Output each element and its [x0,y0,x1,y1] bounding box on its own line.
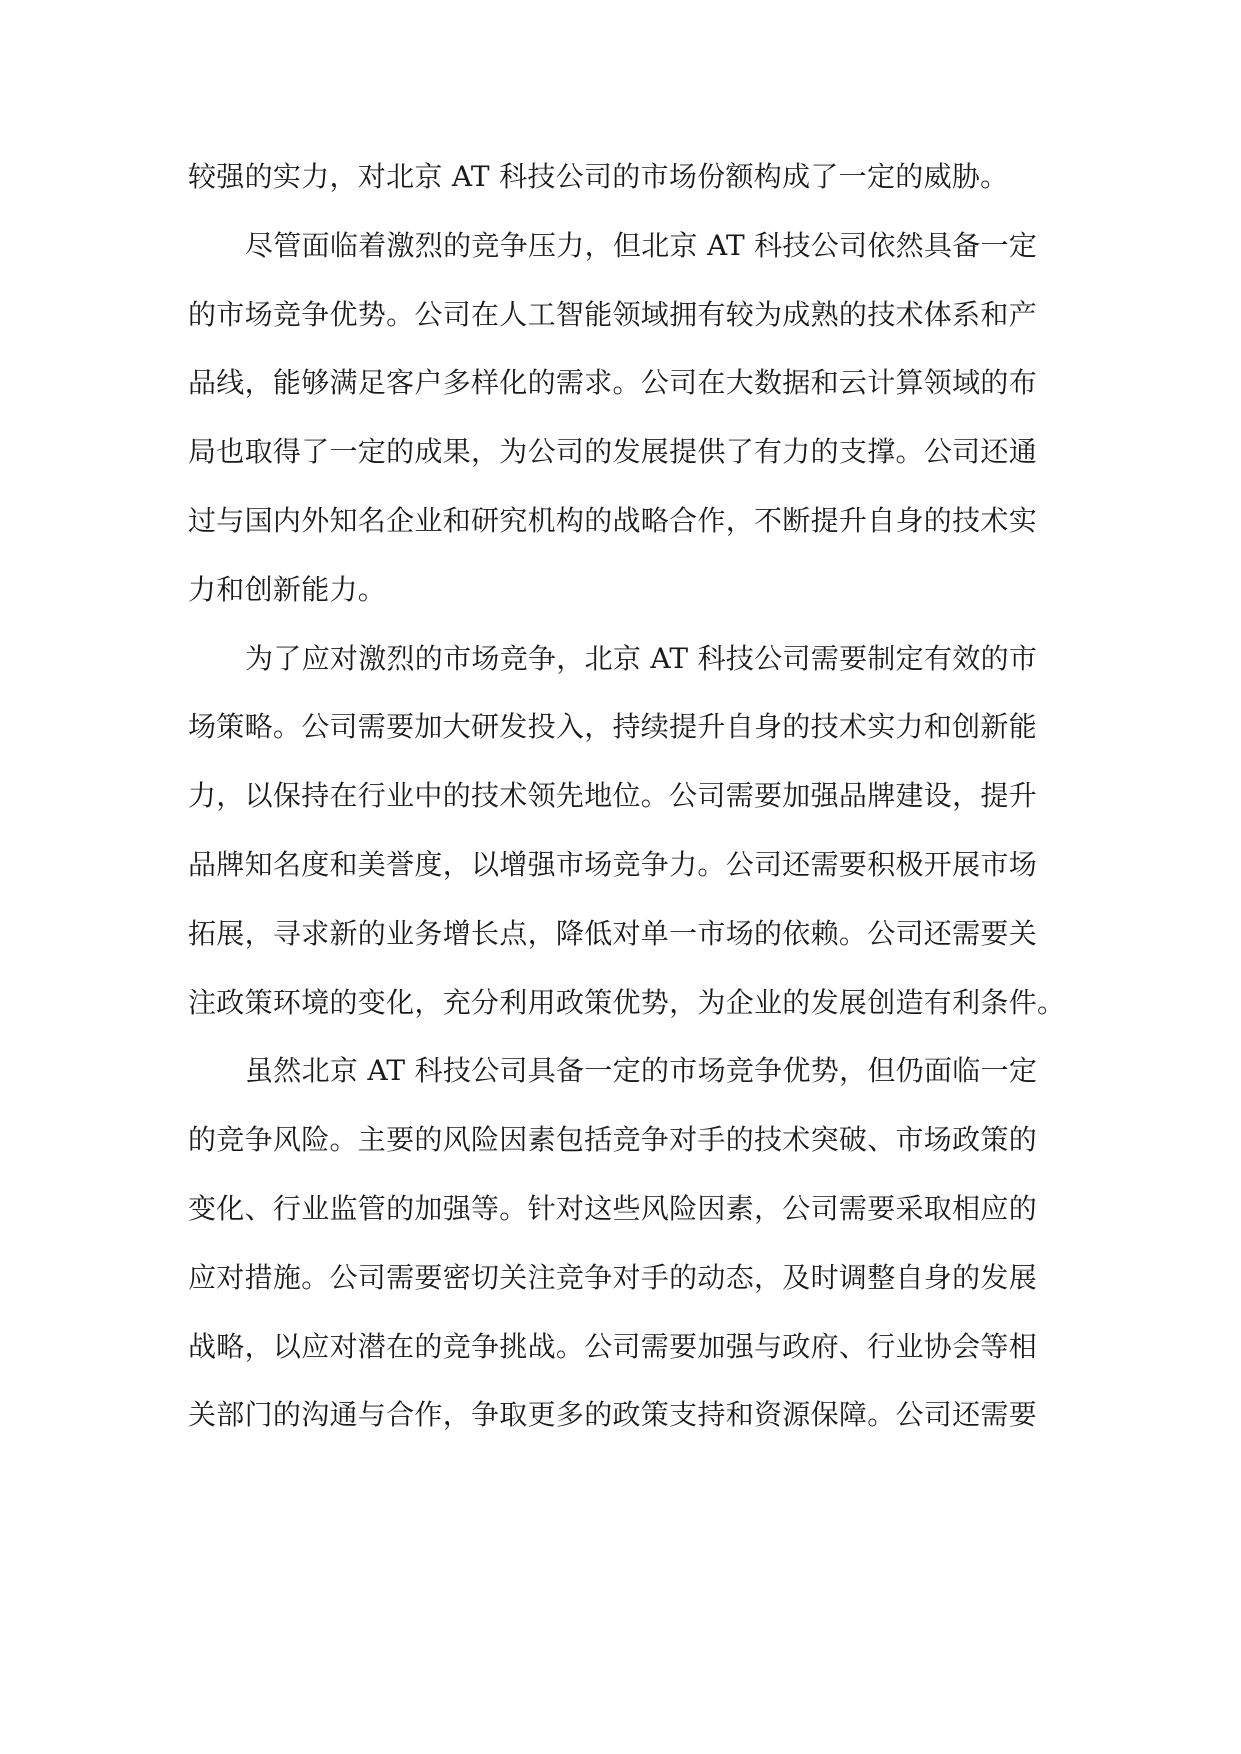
text-line: 关部门的沟通与合作，争取更多的政策支持和资源保障。公司还需要 [188,1398,1038,1432]
text-line: 场策略。公司需要加大研发投入，持续提升自身的技术实力和创新能 [188,710,1038,744]
text-line: 局也取得了一定的成果，为公司的发展提供了有力的支撑。公司还通 [188,435,1038,469]
text-line: 尽管面临着激烈的竞争压力，但北京 AT 科技公司依然具备一定 [245,228,1038,262]
text-line: 应对措施。公司需要密切关注竞争对手的动态，及时调整自身的发展 [188,1260,1038,1294]
text-line: 的市场竞争优势。公司在人工智能领域拥有较为成熟的技术体系和产 [188,297,1038,331]
text-line: 过与国内外知名企业和研究机构的战略合作，不断提升自身的技术实 [188,503,1038,537]
text-line: 虽然北京 AT 科技公司具备一定的市场竞争优势，但仍面临一定 [245,1054,1038,1088]
text-line: 较强的实力，对北京 AT 科技公司的市场份额构成了一定的威胁。 [188,160,1009,193]
text-line: 力和创新能力。 [188,572,387,606]
text-line: 力，以保持在行业中的技术领先地位。公司需要加强品牌建设，提升 [188,779,1038,813]
text-line: 为了应对激烈的市场竞争，北京 AT 科技公司需要制定有效的市 [245,641,1038,675]
body-text [188,143,1066,1450]
text-line: 品线，能够满足客户多样化的需求。公司在大数据和云计算领域的布 [188,366,1038,400]
text-line: 变化、行业监管的加强等。针对这些风险因素，公司需要采取相应的 [188,1191,1038,1225]
text-line: 拓展，寻求新的业务增长点，降低对单一市场的依赖。公司还需要关 [188,916,1038,950]
text-line: 注政策环境的变化，充分利用政策优势，为企业的发展创造有利条件。 [188,985,1066,1019]
text-line: 战略，以应对潜在的竞争挑战。公司需要加强与政府、行业协会等相 [188,1329,1038,1363]
text-line: 的竞争风险。主要的风险因素包括竞争对手的技术突破、市场政策的 [188,1123,1038,1157]
text-line: 品牌知名度和美誉度，以增强市场竞争力。公司还需要积极开展市场 [188,847,1038,881]
